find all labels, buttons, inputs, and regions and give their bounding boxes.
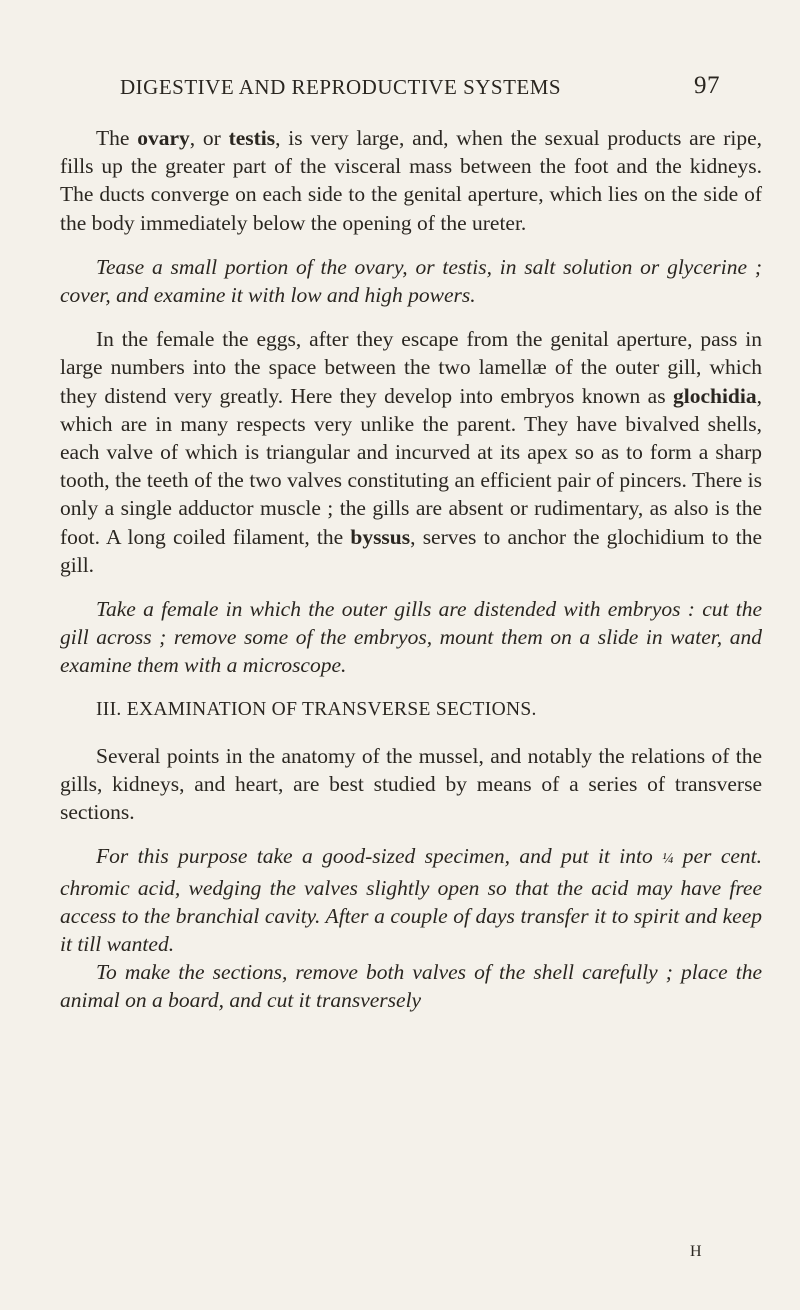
running-title: DIGESTIVE AND REPRODUCTIVE SYSTEMS <box>120 75 562 99</box>
instruction-tease: Tease a small portion of the ovary, or testis, in salt solution or glycerine ; cover, and examine it with low and high powers. <box>60 254 762 308</box>
instruction-female: Take a female in which the outer gills are distended with embryos : cut the gill across ; remove some of the embryos, mount them on a slide in water, and examine them with a microscope. <box>60 597 762 678</box>
section-heading: III. EXAMINATION OF TRANSVERSE SECTIONS. <box>96 698 537 720</box>
term-glochidia: glochidia <box>672 383 757 408</box>
signature-mark: H <box>690 1243 703 1260</box>
paragraph-glochidia: In the female the eggs, after they escape from the genital aperture, pass in large numbers into the space between the two lamellæ of the outer gill, which they distend very greatly. Here they develop into embryos known as glochidia, which are in many respects very unlike the parent. They have bivalved shells, each valve of which is triangular and incurved at its apex so as to form a sharp tooth, the teeth of the two valves constituting an efficient pair of pincers. There is only a single adductor muscle ; the gills are absent or rudimentary, as also is the foot. A long coiled filament, the byssus, serves to anchor the glochidium to the gill. <box>60 327 762 577</box>
instruction-specimen: For this purpose take a good-sized specimen, and put it into ¼ per cent. chromic acid, wedging the valves slightly open so that the acid may have free access to the branchial cavity. After a couple of days transfer it to spirit and keep it till wanted. <box>60 844 763 957</box>
term-testis: testis <box>228 126 276 150</box>
page-number: 97 <box>694 72 720 99</box>
instruction-make-sections: To make the sections, remove both valves of the shell carefully ; place the animal on a board, and cut it transversely <box>60 960 762 1013</box>
page-body <box>60 124 762 1015</box>
paragraph-ovary: The ovary, or testis, is very large, and, when the sexual products are ripe, fills up the greater part of the visceral mass between the foot and the kidneys. The ducts converge on each side to the genital aperture, which lies on the side of the body immediately below the opening of the ureter. <box>60 126 762 235</box>
term-byssus: byssus <box>350 524 411 549</box>
paragraph-sections: Several points in the anatomy of the mussel, and notably the relations of the gills, kidneys, and heart, are best studied by means of a series of transverse sections. <box>60 743 762 825</box>
term-ovary: ovary <box>137 126 190 150</box>
fraction-quarter: ¼ <box>662 851 674 868</box>
